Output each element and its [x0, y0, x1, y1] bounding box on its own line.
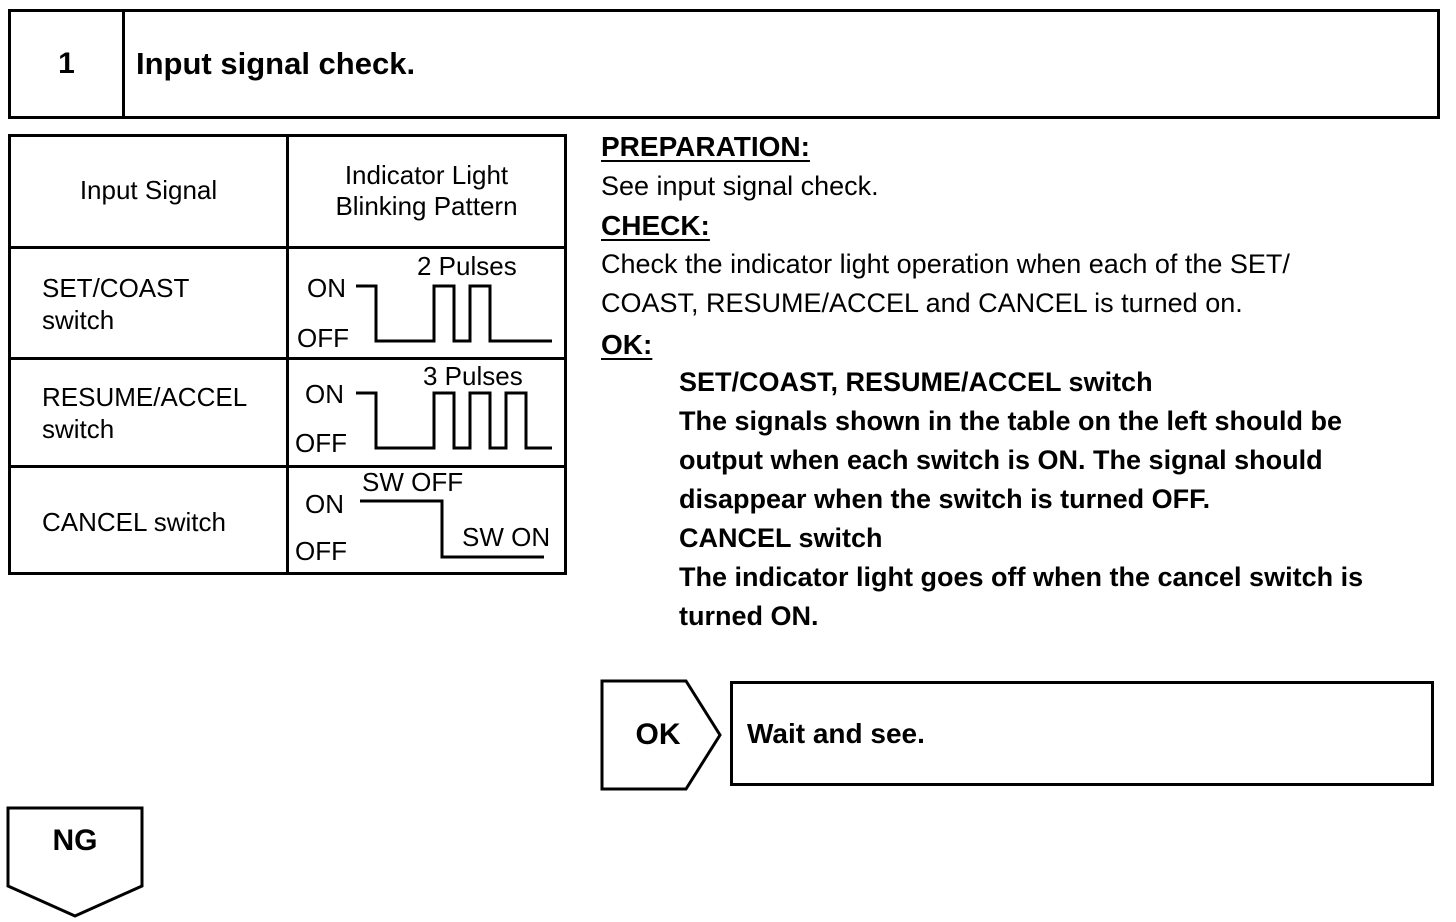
check-text-line2: COAST, RESUME/ACCEL and CANCEL is turned on.: [601, 288, 1243, 318]
ok-action-box: [730, 681, 1434, 786]
header-input-signal: Input Signal: [79, 175, 218, 205]
ok-action-text: Wait and see.: [747, 717, 925, 749]
table-row-resumeaccel-label: RESUME/ACCEL switch: [42, 382, 248, 444]
step-number: 1: [11, 12, 125, 116]
waveform-resumeaccel: [356, 393, 552, 448]
ng-branch-label: NG: [52, 824, 98, 857]
ok-heading-cancel: CANCEL switch: [679, 523, 883, 553]
check-label: CHECK:: [601, 210, 710, 241]
check-text-line1: Check the indicator light operation when each of the SET/: [601, 249, 1290, 279]
ok-heading-setcoast-resume: SET/COAST, RESUME/ACCEL switch: [679, 367, 1153, 397]
check-text: [601, 245, 1434, 323]
ok-label: OK:: [601, 329, 653, 360]
table-row-cancel-label: CANCEL switch: [42, 507, 226, 537]
preparation-text: See input signal check.: [601, 171, 879, 201]
step-title: Input signal check.: [136, 46, 416, 81]
off-label: OFF: [295, 428, 347, 458]
sw-on-label: SW ON: [462, 522, 551, 552]
off-label: OFF: [297, 323, 349, 353]
pulse-caption: 3 Pulses: [423, 361, 523, 391]
on-label: ON: [305, 489, 344, 519]
ok-result-block: SET/COAST, RESUME/ACCEL switch The signals shown in the table on the left should be output when each switch is ON. The signal should disappear when the switch is turned OFF. CANCEL switch The indicator light goes off when the cancel switch is turned ON.: [679, 363, 1434, 636]
on-label: ON: [307, 273, 346, 303]
waveform-cancel: [360, 501, 544, 557]
ok-branch-label: OK: [635, 718, 681, 751]
on-label: ON: [305, 379, 344, 409]
table-row-setcoast-label: SET/COAST switch: [42, 273, 190, 335]
sw-off-label: SW OFF: [362, 467, 464, 497]
off-label: OFF: [295, 536, 347, 566]
pulse-caption: 2 Pulses: [417, 251, 517, 281]
preparation-label: PREPARATION:: [601, 131, 810, 162]
header-pattern-line2: Blinking Pattern: [335, 191, 518, 221]
waveform-setcoast: [356, 286, 552, 341]
header-pattern-line1: Indicator Light: [344, 160, 509, 190]
